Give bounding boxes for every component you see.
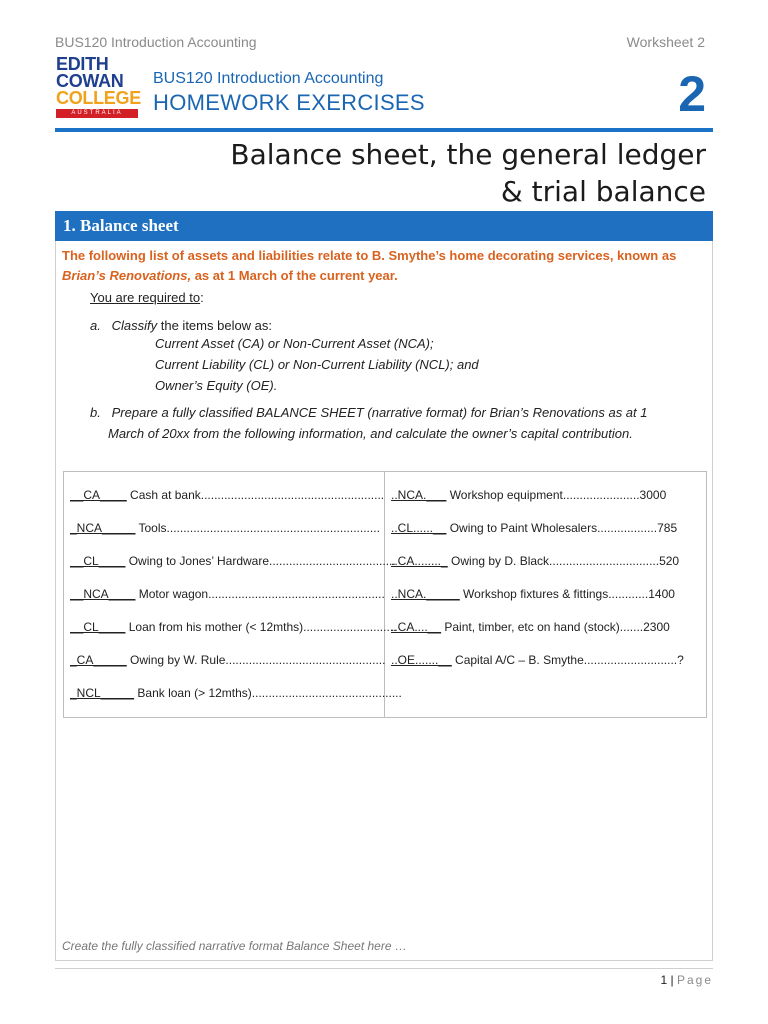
left-item-6-class: _CA_____ xyxy=(70,653,127,667)
page-title xyxy=(106,136,706,210)
right-item-6-class: ..OE.......__ xyxy=(391,653,452,667)
intro-text-2: as at 1 March of the current year. xyxy=(191,268,398,283)
task-b-line-2: March of 20xx from the following information, and calculate the owner’s capital contribution. xyxy=(108,426,633,441)
right-item-4-class: ..NCA._____ xyxy=(391,587,460,601)
right-item-1-text: Workshop equipment.......................3000 xyxy=(446,488,667,502)
intro-text-1: The following list of assets and liabilities relate to B. Smythe’s home decorating services, known as xyxy=(62,248,677,263)
intro-business-name: Brian’s Renovations, xyxy=(62,268,192,283)
worksheet-number: 2 xyxy=(678,66,706,122)
left-item-2-class: _NCA_____ xyxy=(70,521,136,535)
left-item-3 xyxy=(70,554,400,568)
task-a-label: a. xyxy=(90,318,101,333)
left-item-7 xyxy=(70,686,430,700)
college-logo xyxy=(56,56,140,124)
left-item-5-text: Loan from his mother (< 12mths)............................ xyxy=(125,620,397,634)
running-header-course: BUS120 Introduction Accounting xyxy=(55,34,257,50)
required-heading xyxy=(90,290,204,305)
required-label: You are required to xyxy=(90,290,201,305)
left-item-4-text: Motor wagon..................................................... xyxy=(135,587,385,601)
left-item-3-text: Owing to Jones’ Hardware...................................... xyxy=(125,554,396,568)
left-item-2 xyxy=(70,521,400,535)
footer-rule xyxy=(55,968,713,969)
right-item-4-text: Workshop fixtures & fittings............1400 xyxy=(459,587,675,601)
left-item-4-class: __NCA____ xyxy=(70,587,136,601)
right-item-5 xyxy=(391,620,700,634)
right-item-3 xyxy=(391,554,700,568)
right-item-3-text: Owing by D. Black.................................520 xyxy=(447,554,680,568)
task-a-line-2: Current Liability (CL) or Non-Current Liability (NCL); and xyxy=(155,357,479,372)
required-colon: : xyxy=(200,290,204,305)
header-subtitle: BUS120 Introduction Accounting xyxy=(153,70,384,87)
logo-word-1: EDITH xyxy=(56,54,109,74)
page-title-line-1: Balance sheet, the general ledger xyxy=(230,138,706,171)
right-item-1 xyxy=(391,488,700,502)
left-item-2-text: Tools................................................................ xyxy=(135,521,380,535)
right-item-4 xyxy=(391,587,700,601)
task-a-text: the items below as: xyxy=(157,318,273,333)
logo-ribbon: AUSTRALIA xyxy=(56,109,138,118)
page-number-sep: | xyxy=(667,973,677,987)
right-item-5-class: ..CA....__ xyxy=(391,620,442,634)
left-item-6-text: Owing by W. Rule................................................ xyxy=(126,653,386,667)
left-item-1-class: __CA____ xyxy=(70,488,127,502)
left-item-7-class: _NCL_____ xyxy=(70,686,135,700)
task-b xyxy=(90,402,648,423)
task-a-line-1: Current Asset (CA) or Non-Current Asset (NCA); xyxy=(155,336,434,351)
answer-area-note: Create the fully classified narrative format Balance Sheet here … xyxy=(62,939,407,953)
right-item-2-class: ..CL......__ xyxy=(391,521,447,535)
right-item-6 xyxy=(391,653,700,667)
page-number-value: 1 xyxy=(660,973,668,987)
right-item-2 xyxy=(391,521,700,535)
left-item-1-text: Cash at bank....................................................... xyxy=(126,488,385,502)
right-item-2-text: Owing to Paint Wholesalers..................785 xyxy=(446,521,678,535)
section-heading-bar xyxy=(55,211,713,241)
left-item-1 xyxy=(70,488,400,502)
intro-paragraph xyxy=(62,246,707,286)
left-item-5 xyxy=(70,620,400,634)
page-number-label: Page xyxy=(676,973,713,987)
page-title-line-2: & trial balance xyxy=(500,175,706,208)
left-item-6 xyxy=(70,653,400,667)
right-item-3-class: ..CA........_ xyxy=(391,554,448,568)
right-item-5-text: Paint, timber, etc on hand (stock).......2300 xyxy=(441,620,670,634)
task-a-verb: Classify xyxy=(111,318,158,333)
page-number xyxy=(660,973,713,987)
left-item-5-class: __CL____ xyxy=(70,620,126,634)
right-item-1-class: ..NCA.___ xyxy=(391,488,447,502)
task-b-line-1: Prepare a fully classified BALANCE SHEET (narrative format) for Brian’s Renovations as at 1 xyxy=(111,405,648,420)
left-item-4 xyxy=(70,587,400,601)
task-a-line-3: Owner’s Equity (OE). xyxy=(155,378,278,393)
left-item-7-text: Bank loan (> 12mths)............................................. xyxy=(134,686,402,700)
section-heading: 1. Balance sheet xyxy=(63,216,179,235)
logo-word-3: COLLEGE xyxy=(56,88,141,108)
task-b-label: b. xyxy=(90,405,101,420)
header-title: HOMEWORK EXERCISES xyxy=(153,90,425,115)
header-rule xyxy=(55,128,713,132)
left-item-3-class: __CL____ xyxy=(70,554,126,568)
logo-word-2: COWAN xyxy=(56,71,124,91)
right-item-6-text: Capital A/C – B. Smythe............................? xyxy=(451,653,684,667)
running-header-worksheet: Worksheet 2 xyxy=(626,34,705,50)
